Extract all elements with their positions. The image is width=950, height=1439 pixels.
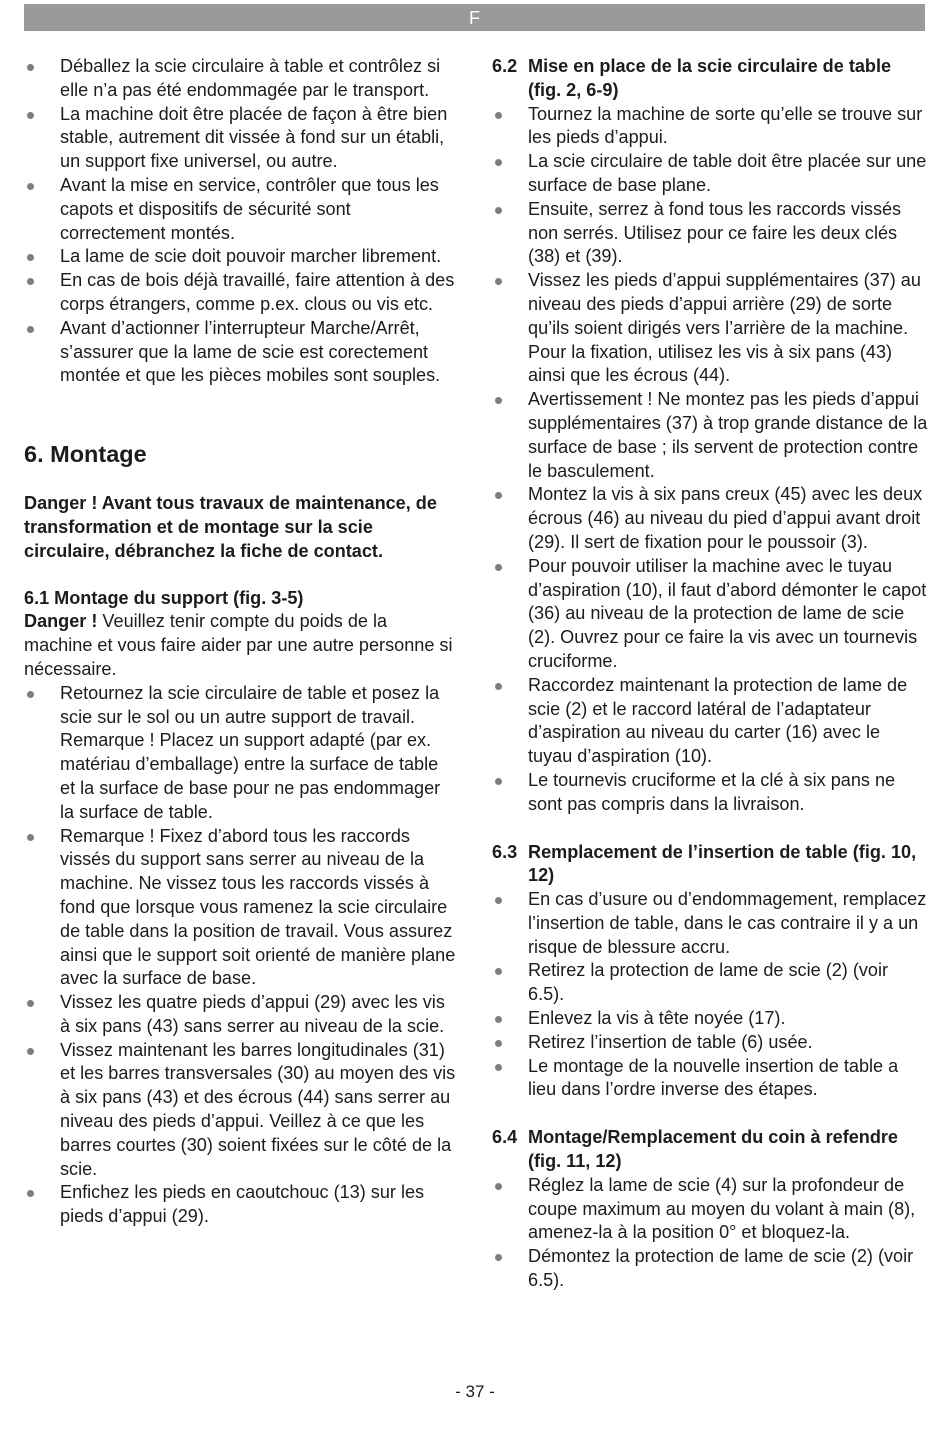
riving-knife-list [492,1174,928,1293]
subsection-title-6-3 [492,841,928,889]
list-item: En cas de bois déjà travaillé, faire attention à des corps étrangers, comme p.ex. clous ou vis etc. [24,269,456,317]
list-item: La machine doit être placée de façon à être bien stable, autrement dit vissée à fond sur un établi, un support fixe universel, ou autre. [24,103,456,174]
subsection-number: 6.3 [492,841,518,862]
list-item: La lame de scie doit pouvoir marcher librement. [24,245,456,269]
list-item: Réglez la lame de scie (4) sur la profondeur de coupe maximum au moyen du volant à main (8), amenez-la à la position 0° et bloquez-la. [492,1174,928,1245]
list-item: Remarque ! Fixez d’abord tous les raccords vissés du support sans serrer au niveau de la machine. Ne vissez tous les raccords vissés à fond que lorsque vous ramenez la scie circulaire de table dans la position de travail. Vous assurez ainsi que le support soit orienté de manière plane avec la surface de base. [24,825,456,992]
list-item: Enfichez les pieds en caoutchouc (13) sur les pieds d’appui (29). [24,1181,456,1229]
right-column [492,55,928,1293]
list-item: En cas d’usure ou d’endommagement, remplacez l’insertion de table, dans le cas contraire il y a un risque de blessure accru. [492,888,928,959]
list-item: Retirez l’insertion de table (6) usée. [492,1031,928,1055]
support-assembly-list [24,682,456,1229]
subsection-number: 6.4 [492,1127,518,1148]
list-item: Avant d’actionner l’interrupteur Marche/Arrêt, s’assurer que la lame de scie est corectement montée et que les pièces mobiles sont souples. [24,317,456,388]
list-item: Déballez la scie circulaire à table et contrôlez si elle n’a pas été endommagée par le transport. [24,55,456,103]
danger-paragraph [24,610,456,681]
list-item: Le montage de la nouvelle insertion de table a lieu dans l’ordre inverse des étapes. [492,1055,928,1103]
danger-text: Veuillez tenir compte du poids de la machine et vous faire aider par une autre personne si nécessaire. [24,611,453,679]
list-item: Avertissement ! Ne montez pas les pieds d’appui supplémentaires (37) à trop grande distance de la surface de base ; ils servent de protection contre le basculement. [492,388,928,483]
left-column [24,55,456,1229]
list-item: Raccordez maintenant la protection de lame de scie (2) et le raccord latéral de l’adaptateur d’aspiration au niveau du carter (16) avec le tuyau d’aspiration (10). [492,674,928,769]
list-item: Pour pouvoir utiliser la machine avec le tuyau d’aspiration (10), il faut d’abord démonter le capot (36) au niveau de la protection de lame de scie (2). Ouvrez pour ce faire la vis avec un tournevis cruciforme. [492,555,928,674]
danger-label: Danger ! [24,611,98,632]
list-item: Le tournevis cruciforme et la clé à six pans ne sont pas compris dans la livraison. [492,769,928,817]
list-item: Ensuite, serrez à fond tous les raccords vissés non serrés. Utilisez pour ce faire les deux clés (38) et (39). [492,198,928,269]
list-item: Vissez les quatre pieds d’appui (29) avec les vis à six pans (43) sans serrer au niveau de la scie. [24,991,456,1039]
subsection-number: 6.2 [492,56,518,76]
subsection-heading: Montage/Remplacement du coin à refendre (fig. 11, 12) [528,1127,898,1172]
list-item: Tournez la machine de sorte qu’elle se trouve sur les pieds d’appui. [492,103,928,151]
list-item: Enlevez la vis à tête noyée (17). [492,1007,928,1031]
language-tab: F [24,4,925,31]
danger-notice: Danger ! Avant tous travaux de maintenance, de transformation et de montage sur la scie circulaire, débranchez la fiche de contact. [24,493,437,561]
intro-list [24,55,456,388]
list-item: Retournez la scie circulaire de table et posez la scie sur le sol ou un autre support de travail. Remarque ! Placez un support adapté (par ex. matériau d’emballage) entre la surface de table et la surface de base pour ne pas endommager la surface de table. [24,682,456,825]
subsection-heading: Remplacement de l’insertion de table (fig. 10, 12) [528,841,917,886]
list-item: Vissez maintenant les barres longitudinales (31) et les barres transversales (30) au moyen des vis à six pans (43) et des écrous (44) sans serrer au niveau des pieds d’appui. Veillez à ce que les barres courtes (30) soient fixées sur le côté de la scie. [24,1039,456,1182]
subsection-title-6-1: 6.1 Montage du support (fig. 3-5) [24,587,304,608]
subsection-title-6-4 [492,1126,928,1174]
list-item: La scie circulaire de table doit être placée sur une surface de base plane. [492,150,928,198]
section-title: 6. Montage [24,441,147,468]
placement-list [492,103,928,817]
table-insert-list [492,888,928,1102]
list-item: Démontez la protection de lame de scie (2) (voir 6.5). [492,1245,928,1293]
page-number: - 37 - [455,1382,495,1401]
subsection-title-6-2 [492,55,928,103]
list-item: Avant la mise en service, contrôler que tous les capots et dispositifs de sécurité sont correctement montés. [24,174,456,245]
list-item: Retirez la protection de lame de scie (2) (voir 6.5). [492,959,928,1007]
subsection-heading: Mise en place de la scie circulaire de table (fig. 2, 6-9) [528,56,892,100]
list-item: Montez la vis à six pans creux (45) avec les deux écrous (46) au niveau du pied d’appui avant droit (29). Il sert de fixation pour le poussoir (3). [492,483,928,554]
list-item: Vissez les pieds d’appui supplémentaires (37) au niveau des pieds d’appui arrière (29) de sorte qu’ils soient dirigés vers l’arrière de la machine. Pour la fixation, utilisez les vis à six pans (43) ainsi que les écrous (44). [492,269,928,388]
